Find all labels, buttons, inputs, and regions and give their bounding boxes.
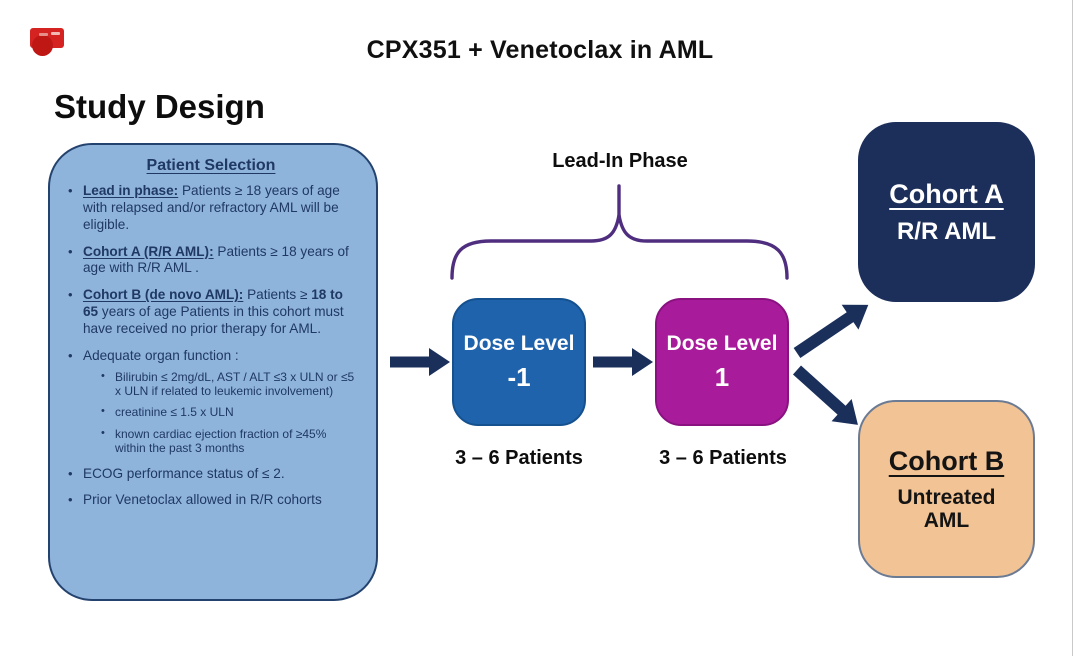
sub-bullet-ejection-fraction: • known cardiac ejection fraction of ≥45% within the past 3 months [101, 427, 356, 456]
cohort-a-subtitle: R/R AML [896, 217, 997, 245]
bullet-ecog [66, 466, 356, 483]
dose-level-1-box [655, 298, 789, 426]
slide-title: CPX351 + Venetoclax in AML [366, 36, 714, 64]
bullet-cohort-a [66, 244, 356, 278]
sub-bullet-bilirubin: • Bilirubin ≤ 2mg/dL, AST / ALT ≤3 x ULN or ≤5 x ULN if related to leukemic involvement) [101, 370, 356, 399]
arrow-to-cohort-a [789, 292, 877, 365]
page-heading: Study Design [54, 88, 265, 125]
sub-bullet-creatinine: • creatinine ≤ 1.5 x ULN [101, 405, 356, 419]
bullet-text: years of age Patients in this cohort must have received no prior therapy for AML. [83, 304, 344, 336]
bullet-text: Adequate organ function : [83, 347, 239, 363]
patient-selection-list [66, 183, 356, 509]
cohort-b-title: Cohort B [888, 445, 1005, 476]
dose-level-value: 1 [714, 361, 730, 392]
bullet-text: Patients ≥ [243, 287, 312, 303]
arrow-to-dose-minus1 [390, 348, 450, 376]
bullet-text: ECOG performance status of ≤ 2. [83, 465, 285, 481]
bullet-text-bold: 18 to 65 [83, 287, 343, 320]
bullet-text: Patients ≥ 18 years of age with relapsed and/or refractory AML will be eligible. [83, 183, 340, 232]
bullet-prior-venetoclax [66, 492, 356, 509]
patients-count-dose-minus1: 3 – 6 Patients [455, 447, 583, 469]
bullet-text: Prior Venetoclax allowed in R/R cohorts [83, 492, 322, 508]
cohort-b-box [858, 400, 1035, 578]
bullet-lead-label: Cohort A (R/R AML): [83, 243, 214, 259]
bullet-cohort-b [66, 287, 356, 338]
patients-count-dose-1: 3 – 6 Patients [659, 447, 787, 469]
arrow-dose-minus1-to-dose-1 [593, 348, 653, 376]
dose-level-label: Dose Level [666, 331, 778, 355]
patient-selection-panel [48, 143, 378, 601]
lead-in-brace [452, 215, 787, 278]
bullet-lead-in-phase [66, 183, 356, 234]
logo-text-marks [51, 32, 60, 35]
dose-level-value: -1 [507, 361, 531, 392]
cohort-b-subtitle: Untreated AML [897, 485, 996, 532]
lead-in-phase-label: Lead-In Phase [552, 150, 688, 172]
patient-selection-header: Patient Selection [146, 157, 276, 174]
dose-level-minus1-box [452, 298, 586, 426]
cohort-a-box [858, 122, 1035, 302]
bullet-lead-label: Cohort B (de novo AML): [83, 287, 244, 303]
cohort-a-title: Cohort A [889, 178, 1004, 209]
organ-function-sublist [83, 370, 356, 456]
arrow-to-cohort-b [787, 359, 868, 436]
slide-edge-divider [1072, 0, 1073, 656]
bullet-lead-label: Lead in phase: [83, 183, 179, 198]
bullet-text: Patients ≥ 18 years of age with R/R AML . [83, 243, 349, 276]
dose-level-label: Dose Level [463, 331, 575, 355]
bullet-organ-function [66, 348, 356, 456]
